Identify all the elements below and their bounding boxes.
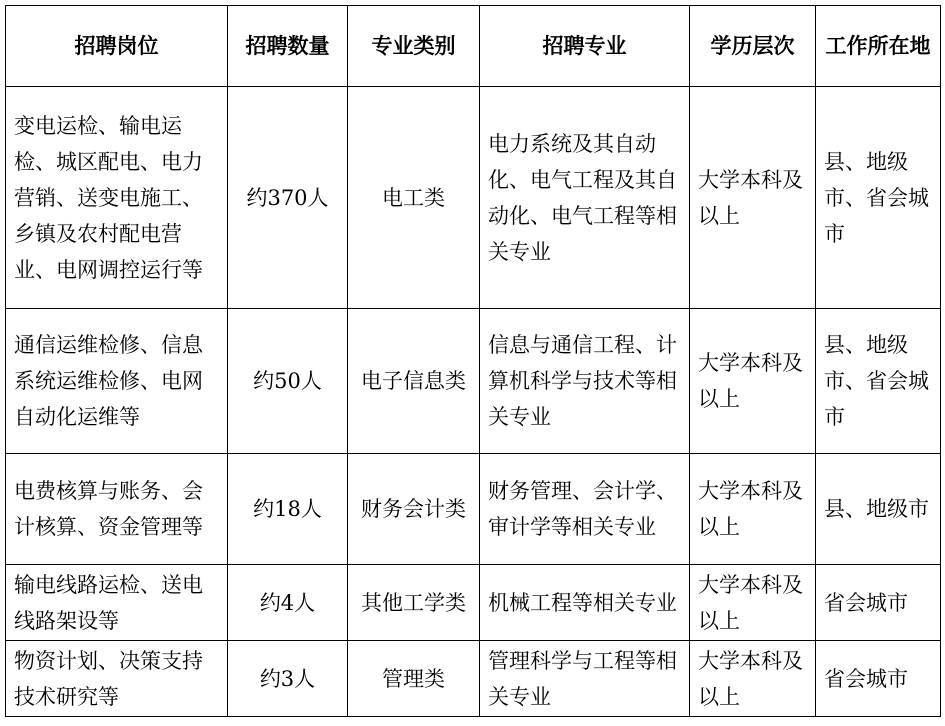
table-row <box>6 309 941 454</box>
header-location: 工作所在地 <box>816 6 941 87</box>
cell-category: 管理类 <box>348 641 480 717</box>
cell-location: 县、地级市、省会城市 <box>816 87 941 309</box>
header-row <box>6 6 941 87</box>
recruitment-table-container <box>5 5 940 717</box>
table-row <box>6 565 941 641</box>
cell-position: 输电线路运检、送电线路架设等 <box>6 565 228 641</box>
cell-education: 大学本科及以上 <box>690 309 816 454</box>
cell-position: 电费核算与账务、会计核算、资金管理等 <box>6 454 228 565</box>
cell-major: 机械工程等相关专业 <box>480 565 690 641</box>
header-count: 招聘数量 <box>228 6 348 87</box>
cell-category: 电子信息类 <box>348 309 480 454</box>
cell-location: 县、地级市、省会城市 <box>816 309 941 454</box>
cell-count: 约18人 <box>228 454 348 565</box>
cell-location: 县、地级市 <box>816 454 941 565</box>
cell-major: 信息与通信工程、计算机科学与技术等相关专业 <box>480 309 690 454</box>
cell-position: 变电运检、输电运检、城区配电、电力营销、送变电施工、乡镇及农村配电营业、电网调控运行等 <box>6 87 228 309</box>
table-row <box>6 87 941 309</box>
cell-major: 管理科学与工程等相关专业 <box>480 641 690 717</box>
header-education: 学历层次 <box>690 6 816 87</box>
cell-major: 财务管理、会计学、审计学等相关专业 <box>480 454 690 565</box>
cell-education: 大学本科及以上 <box>690 565 816 641</box>
cell-category: 财务会计类 <box>348 454 480 565</box>
recruitment-table <box>5 5 941 717</box>
cell-position: 物资计划、决策支持技术研究等 <box>6 641 228 717</box>
table-row <box>6 454 941 565</box>
cell-count: 约50人 <box>228 309 348 454</box>
cell-education: 大学本科及以上 <box>690 87 816 309</box>
header-major: 招聘专业 <box>480 6 690 87</box>
cell-count: 约3人 <box>228 641 348 717</box>
cell-count: 约370人 <box>228 87 348 309</box>
cell-major: 电力系统及其自动化、电气工程及其自动化、电气工程等相关专业 <box>480 87 690 309</box>
cell-category: 电工类 <box>348 87 480 309</box>
header-category: 专业类别 <box>348 6 480 87</box>
cell-location: 省会城市 <box>816 641 941 717</box>
cell-position: 通信运维检修、信息系统运维检修、电网自动化运维等 <box>6 309 228 454</box>
table-row <box>6 641 941 717</box>
cell-education: 大学本科及以上 <box>690 454 816 565</box>
cell-education: 大学本科及以上 <box>690 641 816 717</box>
cell-location: 省会城市 <box>816 565 941 641</box>
header-position: 招聘岗位 <box>6 6 228 87</box>
cell-count: 约4人 <box>228 565 348 641</box>
cell-category: 其他工学类 <box>348 565 480 641</box>
